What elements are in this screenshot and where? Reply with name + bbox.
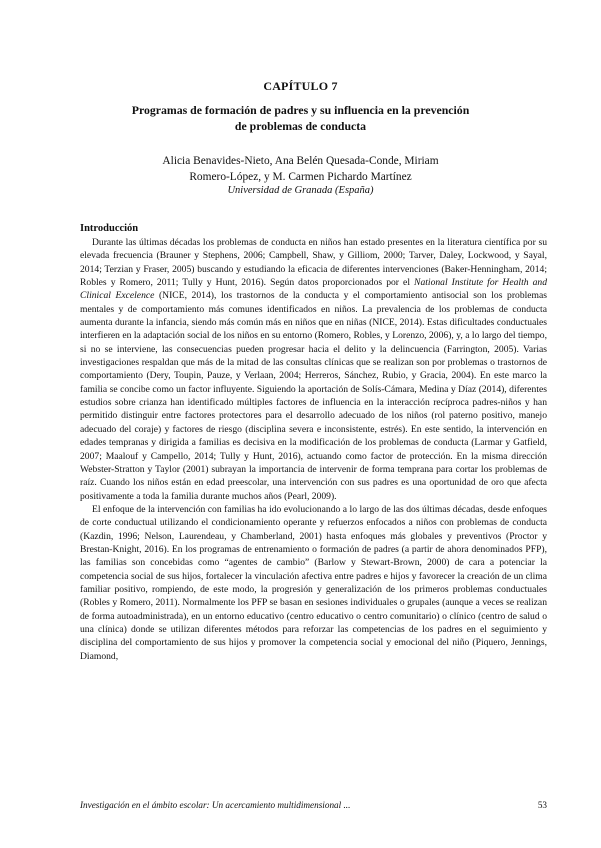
footer-title: Investigación en el ámbito escolar: Un acercamiento multidimensional ...	[80, 800, 351, 810]
chapter-title	[60, 103, 541, 134]
section-heading: Introducción	[80, 223, 139, 234]
paragraph-text: Durante las últimas décadas los problemas de conducta en niños han estado presentes en la literatura científica por su elevada frecuencia (Brauner y Stephens, 2006; Campbell, Shaw, y Gilliom, 2000; Tarver, Daley, Lockwood, y Sayal, 2014; Terzian y Fraser, 2005) buscando y estudiando la eficacia de diferentes intervenciones (Baker-Henningham, 2014; Robles y Romero, 2011; Tully y Hunt, 2016). Según datos proporcionados por el	[80, 237, 547, 289]
chapter-title-line: de problemas de conducta	[234, 118, 367, 133]
page-footer	[80, 800, 547, 810]
chapter-label: CAPÍTULO 7	[263, 79, 338, 93]
page-number: 53	[537, 800, 547, 810]
paragraph: El enfoque de la intervención con familias ha ido evolucionando a lo largo de las dos últimas décadas, desde enfoques de corte conductual utilizando el condicionamiento operante y refuerzos enfocados a niños con problemas de conducta (Kazdin, 1996; Nelson, Laurendeau, y Chamberland, 2001) hasta enfoques más globales y preventivos (Proctor y Brestan-Knight, 2016). En los programas de entrenamiento o formación de padres (a partir de ahora denominados PFP), las familias son concebidas como “agentes de cambio” (Barlow y Stewart-Brown, 2000) de cara a potenciar la competencia social de sus hijos, fortalecer la vinculación afectiva entre padres e hijos y favorecer la creación de un clima familiar positivo, rompiendo, de este modo, la progresión y generalización de los primeros problemas conductuales (Robles y Romero, 2011). Normalmente los PFP se basan en sesiones individuales o grupales (aunque a veces se realizan de forma autoadministrada), en un entorno educativo (centro educativo o centro comunitario) o clínico (centro de salud o una clínica) donde se utilizan diferentes métodos para reforzar las competencias de los padres en el seguimiento y disciplina del comportamiento de sus hijos y promover la competencia social y emocional del niño (Piquero, Jennings, Diamond,	[80, 503, 547, 662]
author-line: Romero-López, y M. Carmen Pichardo Martínez	[189, 171, 412, 183]
paragraph-text: (NICE, 2014), los trastornos de la conducta y el comportamiento antisocial son los problemas mentales y de comportamiento más comunes identificados en niños. La prevalencia de los problemas de conducta aumenta durante la infancia, siendo más común más en niños que en niñas (NICE, 2014). Estas dificultades conductuales interfieren en la adaptación social de los niños en su entorno (Romero, Robles, y Lorenzo, 2006), y, a lo largo del tiempo, si no se interviene, las consecuencias pueden progresar hacia el delito y la delincuencia (Farrington, 2005). Varias investigaciones respaldan que más de la mitad de las consultas clínicas que se realizan son por problemas o trastornos de comportamiento (Dery, Toupin, Pauze, y Verlaan, 2004; Herreros, Sánchez, Rubio, y Gracia, 2004). En este marco la familia se concibe como un factor influyente. Siguiendo la aportación de Solís-Cámara, Medina y Díaz (2014), diferentes estudios sobre crianza han identificado múltiples factores de influencia en la interacción recíproca padres-niños y han permitido distinguir entre factores protectores para el desarrollo adecuado de los niños (rol paterno positivo, manejo adecuado del coraje) y factores de riesgo (disciplina severa e inconsistente, estrés). En este sentido, la intervención en edades tempranas y dirigida a familias es decisiva en la modificación de los problemas de conducta (Larmar y Gatfield, 2007; Maalouf y Campello, 2014; Tully y Hunt, 2016), actuando como factor de protección. En la misma dirección Webster-Stratton y Taylor (2001) subrayan la importancia de intervenir de forma temprana para cortar los problemas de raíz. Cuando los niños están en edad preescolar, una intervención con sus padres es una oportunidad de oro que afecta positivamente a toda la familia durante muchos años (Pearl, 2009).	[80, 290, 547, 502]
chapter-title-line: Programas de formación de padres y su influencia en la prevención	[131, 103, 470, 117]
affiliation: Universidad de Granada (España)	[227, 185, 374, 196]
institution-name: National Institute for Health and Clinical Excelence	[80, 277, 547, 302]
author-list	[60, 153, 541, 185]
author-line: Alicia Benavides-Nieto, Ana Belén Quesada-Conde, Miriam	[162, 155, 439, 167]
paragraph	[80, 236, 547, 503]
body-text	[80, 236, 547, 663]
